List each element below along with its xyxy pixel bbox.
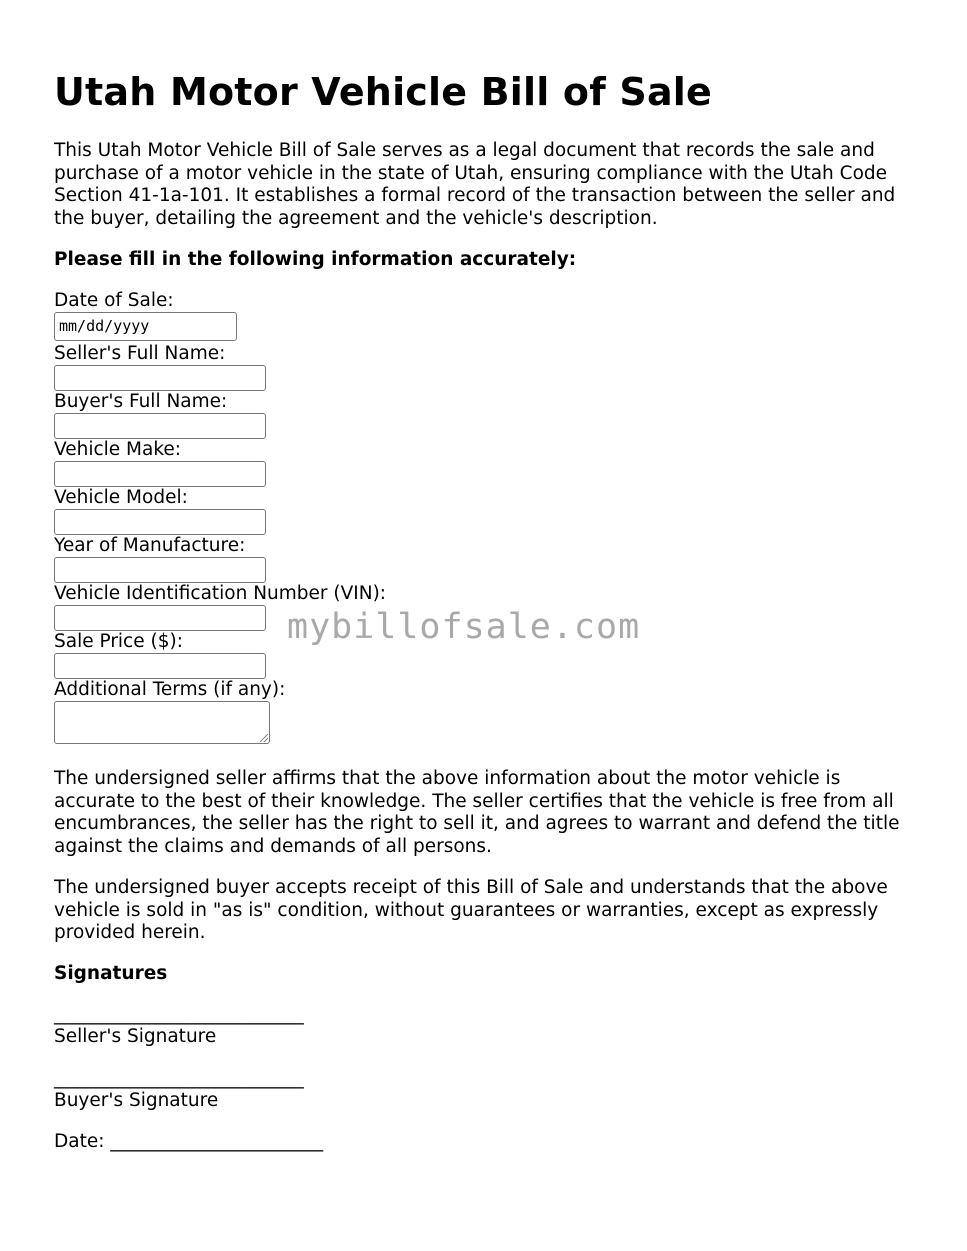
instruction-text: Please fill in the following information accurately: (54, 249, 577, 270)
document-page (54, 0, 924, 1153)
buyer-acceptance: The undersigned buyer accepts receipt of this Bill of Sale and understands that the above vehicle is sold in "as is" condition, without guarantees or warranties, except as expressly provided herein. (54, 877, 888, 943)
signatures-heading: Signatures (54, 962, 168, 984)
resize-grip-icon[interactable] (260, 734, 268, 742)
seller-name-label: Seller's Full Name: (54, 343, 226, 364)
date-of-sale-input[interactable] (54, 312, 237, 341)
vehicle-make-label: Vehicle Make: (54, 439, 182, 460)
year-label: Year of Manufacture: (54, 535, 246, 556)
vehicle-model-label: Vehicle Model: (54, 487, 188, 508)
sale-price-label: Sale Price ($): (54, 631, 183, 652)
sale-price-input[interactable] (54, 653, 266, 679)
buyer-signature-line[interactable]: ___________________________ (54, 1067, 304, 1089)
vehicle-model-input[interactable] (54, 509, 266, 535)
year-input[interactable] (54, 557, 266, 583)
additional-terms-label: Additional Terms (if any): (54, 679, 286, 700)
buyer-name-label: Buyer's Full Name: (54, 391, 228, 412)
watermark: mybillofsale.com (287, 607, 641, 647)
buyer-name-input[interactable] (54, 413, 266, 439)
additional-terms-textarea[interactable] (54, 701, 270, 744)
seller-name-input[interactable] (54, 365, 266, 391)
vin-label: Vehicle Identification Number (VIN): (54, 583, 387, 604)
date-of-sale-label: Date of Sale: (54, 290, 174, 311)
seller-signature-line[interactable]: ___________________________ (54, 1003, 304, 1025)
intro-paragraph: This Utah Motor Vehicle Bill of Sale serves as a legal document that records the sale and purchase of a motor vehicle in the state of Utah, ensuring compliance with the Utah Code Section 41-1a-101. It establishes a formal record of the transaction between the seller and the buyer, detailing the agreement and the vehicle's description. (54, 140, 896, 229)
page-title: Utah Motor Vehicle Bill of Sale (54, 70, 712, 114)
seller-signature-label: Seller's Signature (54, 1025, 217, 1047)
vin-input[interactable] (54, 605, 266, 631)
date-placeholder: mm/dd/yyyy (59, 317, 150, 335)
buyer-signature-label: Buyer's Signature (54, 1089, 219, 1111)
seller-affirmation: The undersigned seller affirms that the above information about the motor vehicle is accurate to the best of their knowledge. The seller certifies that the vehicle is free from all encumbrances, the seller has the right to sell it, and agrees to warrant and defend the title against the claims and demands of all persons. (54, 768, 900, 857)
signature-date-line[interactable]: Date: _______________________ (54, 1130, 324, 1152)
bill-of-sale-form (54, 290, 924, 744)
vehicle-make-input[interactable] (54, 461, 266, 487)
